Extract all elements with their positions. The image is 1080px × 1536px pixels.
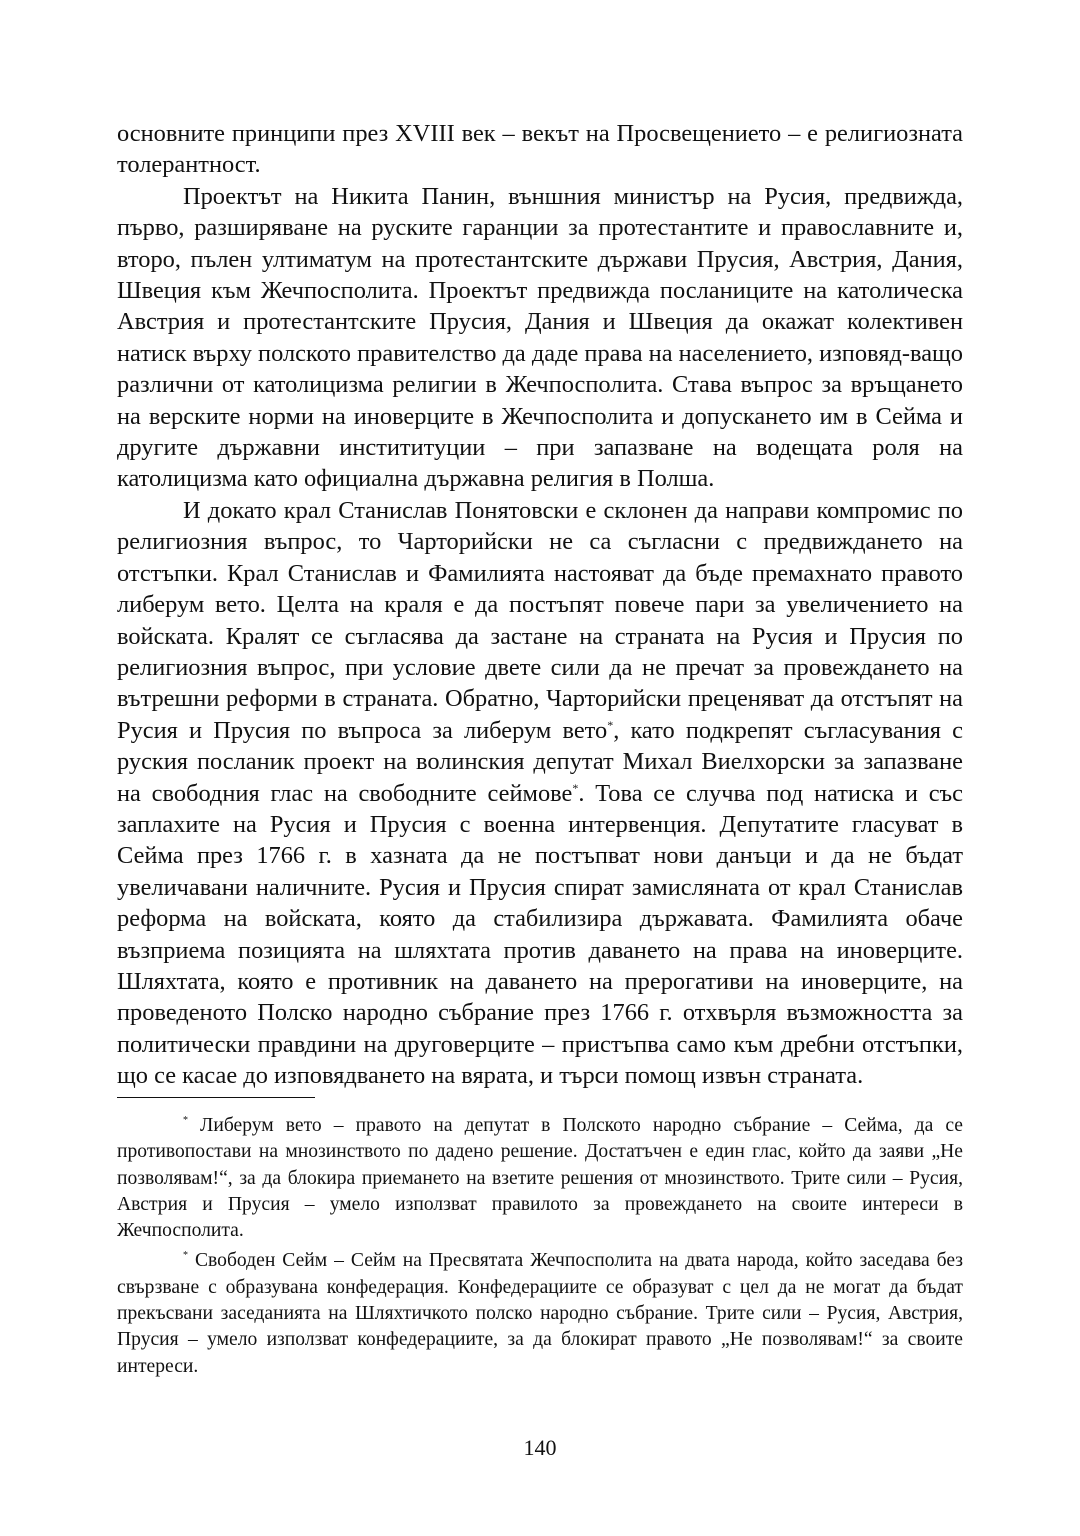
paragraph-text: , като подкрепят съгласувания с руския посланик проект на волинския депутат Михал Виелхорски за запазване на свободния глас на свободните сеймове bbox=[117, 716, 964, 807]
footnote-marker: * bbox=[183, 1115, 188, 1126]
paragraph-text: . Това се случва под натиска и със заплахите на Русия и Прусия с военна интервенция. Депутатите гласуват в Сейма през 1766 г. в хазната да не постъпват нови данъци и да не бъдат увеличавани наличните. Русия и Прусия спират замисляната от крал Станислав реформа на войската, която да стабилизира държавата. Фамилията обаче възприема позицията на шляхтата против даването на права на иноверците. Шляхтата, която е противник на даването на прерогативи на иноверците, на проведеното Полско народно събрание през 1766 г. отхвърля възможността за политически правдини на друговерците – пристъпва само към дребни отстъпки, що се касае до изповядването на вярата, и търси помощ извън страната. bbox=[117, 779, 963, 1090]
footnote bbox=[117, 1113, 963, 1244]
footnotes bbox=[117, 1113, 963, 1384]
paragraph: Проектът на Никита Панин, външния министър на Русия, предвижда, първо, разширяване на руските гаранции за протестантите и православните и, второ, пълен ултиматум на протестантските държави Прусия, Австрия, Дания, Швеция към Жечпосполита. Проектът предвижда посланиците на католическа Австрия и протестантските Прусия, Дания и Швеция да окажат колективен натиск върху полското правителство да даде права на населението, изповяд-ващо различни от католицизма религии в Жечпосполита. Става въпрос за връщането на верските норми на иноверците в Жечпосполита и допускането им в Сейма и другите държавни инстититуции – при запазване на водещата роля на католицизма като официална държавна религия в Полша. bbox=[117, 182, 963, 493]
footnote bbox=[117, 1248, 963, 1379]
footnote-text: Свободен Сейм – Сейм на Пресвятата Жечпосполита на двата народа, който заседава без свързване с образувана конфедерация. Конфедерациите се образуват с цел да не могат да бъдат прекъсвани заседанията на Шляхтичкото полско народно събрание. Трите сили – Русия, Австрия, Прусия – умело използват конфедерациите, за да блокират правото „Не позволявам!“ за своите интереси. bbox=[117, 1250, 963, 1377]
footnote-marker: * bbox=[572, 780, 579, 795]
paragraph-text: И докато крал Станислав Понятовски е склонен да направи компромис по религиозния въпрос, то Чарторийски не са съгласни с предвиждането на отстъпки. Крал Станислав и Фамилията настояват да бъде премахнато правото либерум вето. Целта на краля е да постъпят повече пари за увеличението на войската. Кралят се съгласява да застане на страната на Русия и Прусия по религиозния въпрос, при условие двете сили да не пречат за провеждането на вътрешни реформи в страната. Обратно, Чарторийски преценяват да отстъпят на Русия и Прусия по въпроса за либерум вето bbox=[117, 496, 963, 744]
footnote-text: Либерум вето – правото на депутат в Полското народно събрание – Сейма, да се противопостави на мнозинството по дадено решение. Достатъчен е един глас, който да заяви „Не позволявам!“, за да блокира приемането на взетите решения от мнозинството. Трите сили – Русия, Австрия и Прусия – умело използват правилото за провеждането на своите интереси в Жечпосполита. bbox=[117, 1115, 963, 1242]
main-text bbox=[117, 118, 963, 1092]
page-number: 140 bbox=[523, 1435, 557, 1460]
footnote-marker: * bbox=[183, 1250, 188, 1262]
footnote-marker: * bbox=[607, 717, 614, 732]
footnote-separator bbox=[117, 1097, 315, 1098]
paragraph bbox=[117, 495, 963, 1092]
paragraph: основните принципи през XVIII век – векът на Просвещението – е религиозната толерантност. bbox=[117, 120, 963, 179]
